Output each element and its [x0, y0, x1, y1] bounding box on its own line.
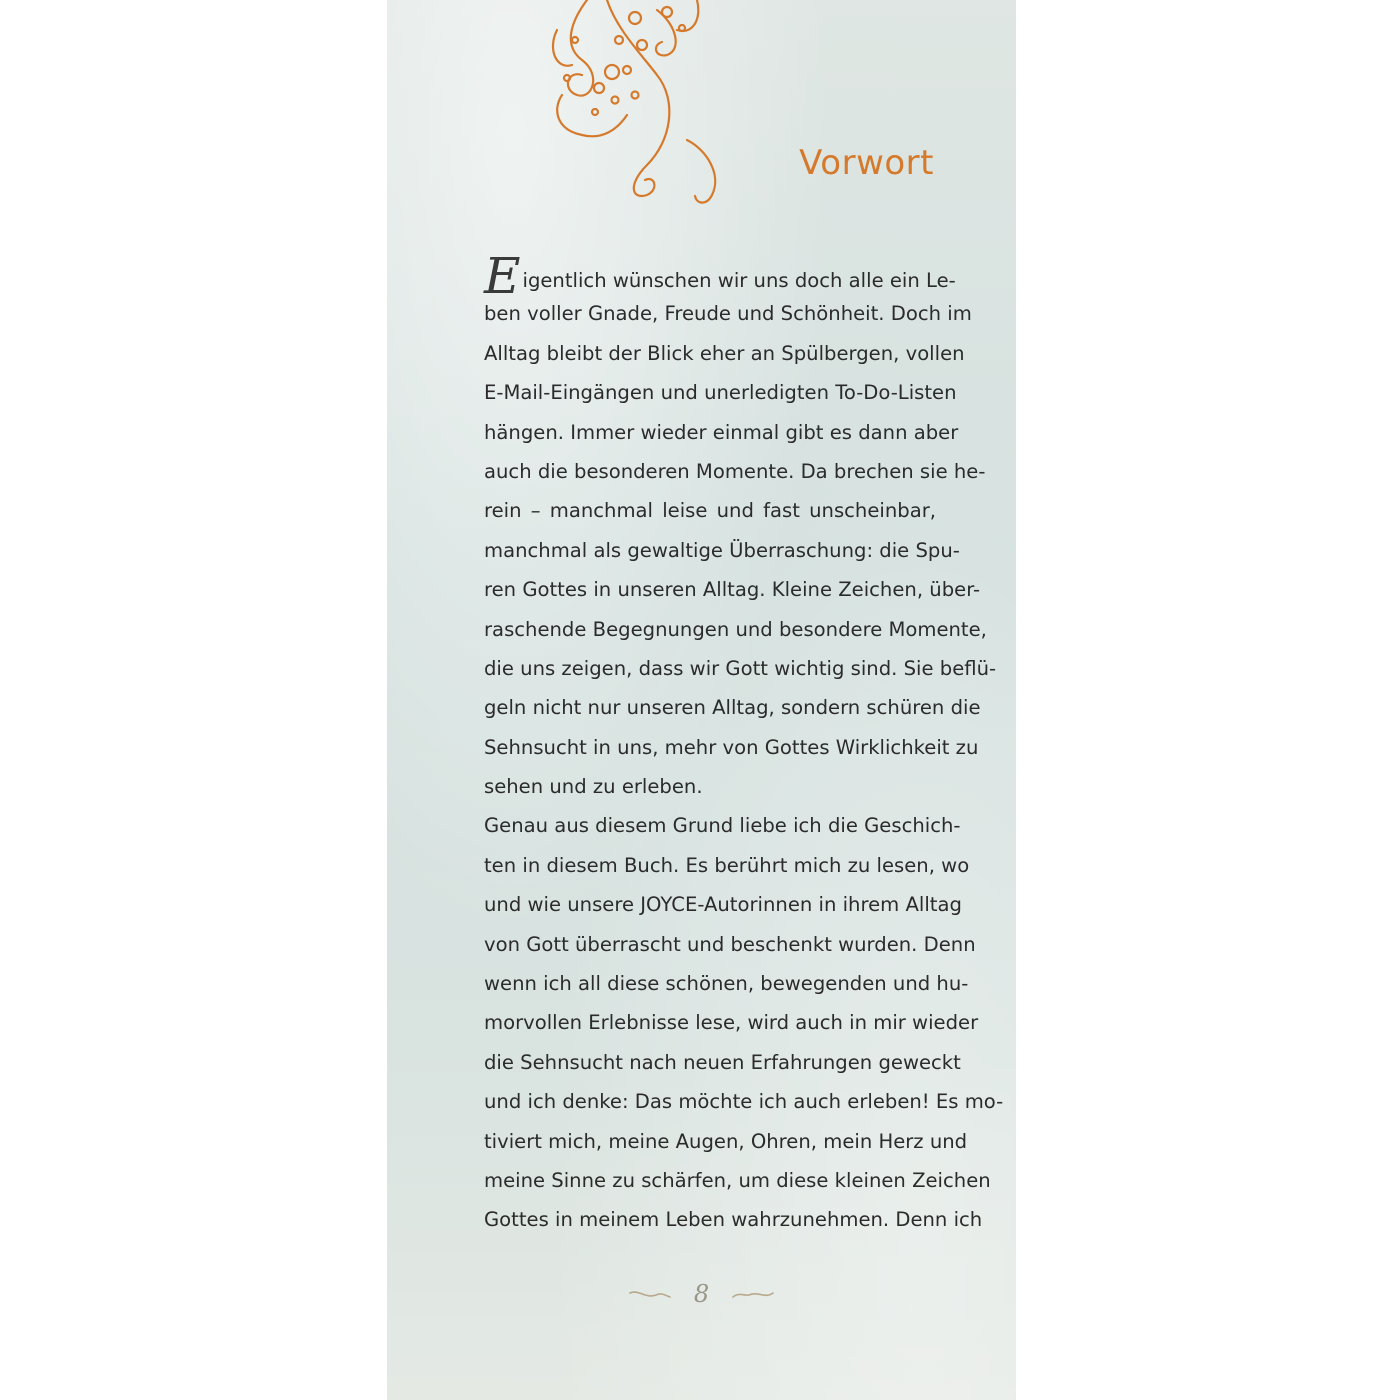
page-number: 8	[693, 1279, 710, 1308]
text-line: hängen. Immer wieder einmal gibt es dann aber	[484, 420, 959, 444]
text-line: von Gott überrascht und beschenkt wurden. Denn	[484, 932, 976, 956]
text-line: raschende Begegnungen und besondere Momente,	[484, 617, 987, 641]
text-line: und wie unsere JOYCE-Autorinnen in ihrem Alltag	[484, 893, 962, 917]
text-line: tiviert mich, meine Augen, Ohren, mein Herz und	[484, 1129, 968, 1153]
swash-left-icon	[628, 1287, 672, 1301]
text-line: Alltag bleibt der Blick eher an Spülbergen, vollen	[484, 341, 965, 365]
text-line: E-Mail-Eingängen und unerledigten To-Do-Listen	[484, 381, 957, 405]
text-line: rein – manchmal leise und fast unscheinbar,	[484, 499, 936, 523]
text-line: auch die besonderen Momente. Da brechen sie he-	[484, 459, 986, 483]
text-line: Gottes in meinem Leben wahrzunehmen. Denn ich	[484, 1208, 983, 1232]
text-line: manchmal als gewaltige Überraschung: die Spu-	[484, 538, 960, 562]
text-line: die uns zeigen, dass wir Gott wichtig sind. Sie beflü-	[484, 656, 997, 680]
text-line-content: igentlich wünschen wir uns doch alle ein Le-	[522, 269, 956, 292]
text-line: wenn ich all diese schönen, bewegenden und hu-	[484, 972, 969, 996]
book-page	[387, 0, 1016, 1400]
drop-cap: E	[484, 247, 521, 305]
text-line: ben voller Gnade, Freude und Schönheit. Doch im	[484, 302, 972, 326]
text-line: meine Sinne zu schärfen, um diese kleinen Zeichen	[484, 1168, 991, 1192]
text-line: Genau aus diesem Grund liebe ich die Geschich-	[484, 814, 961, 838]
text-line: ren Gottes in unseren Alltag. Kleine Zeichen, über-	[484, 578, 981, 602]
page-folio	[387, 1278, 1016, 1308]
swirl-ornament-icon	[547, 0, 747, 210]
text-line: die Sehnsucht nach neuen Erfahrungen geweckt	[484, 1050, 961, 1074]
body-text	[484, 247, 1004, 1240]
text-line: morvollen Erlebnisse lese, wird auch in mir wieder	[484, 1011, 979, 1035]
chapter-title: Vorwort	[799, 143, 934, 183]
text-line: geln nicht nur unseren Alltag, sondern schüren die	[484, 696, 981, 720]
text-line	[484, 247, 956, 305]
swash-right-icon	[731, 1287, 775, 1301]
text-line: Sehnsucht in uns, mehr von Gottes Wirklichkeit zu	[484, 735, 979, 759]
text-line: ten in diesem Buch. Es berührt mich zu lesen, wo	[484, 853, 970, 877]
text-line: sehen und zu erleben.	[484, 775, 703, 799]
text-line: und ich denke: Das möchte ich auch erleben! Es mo-	[484, 1090, 1004, 1114]
